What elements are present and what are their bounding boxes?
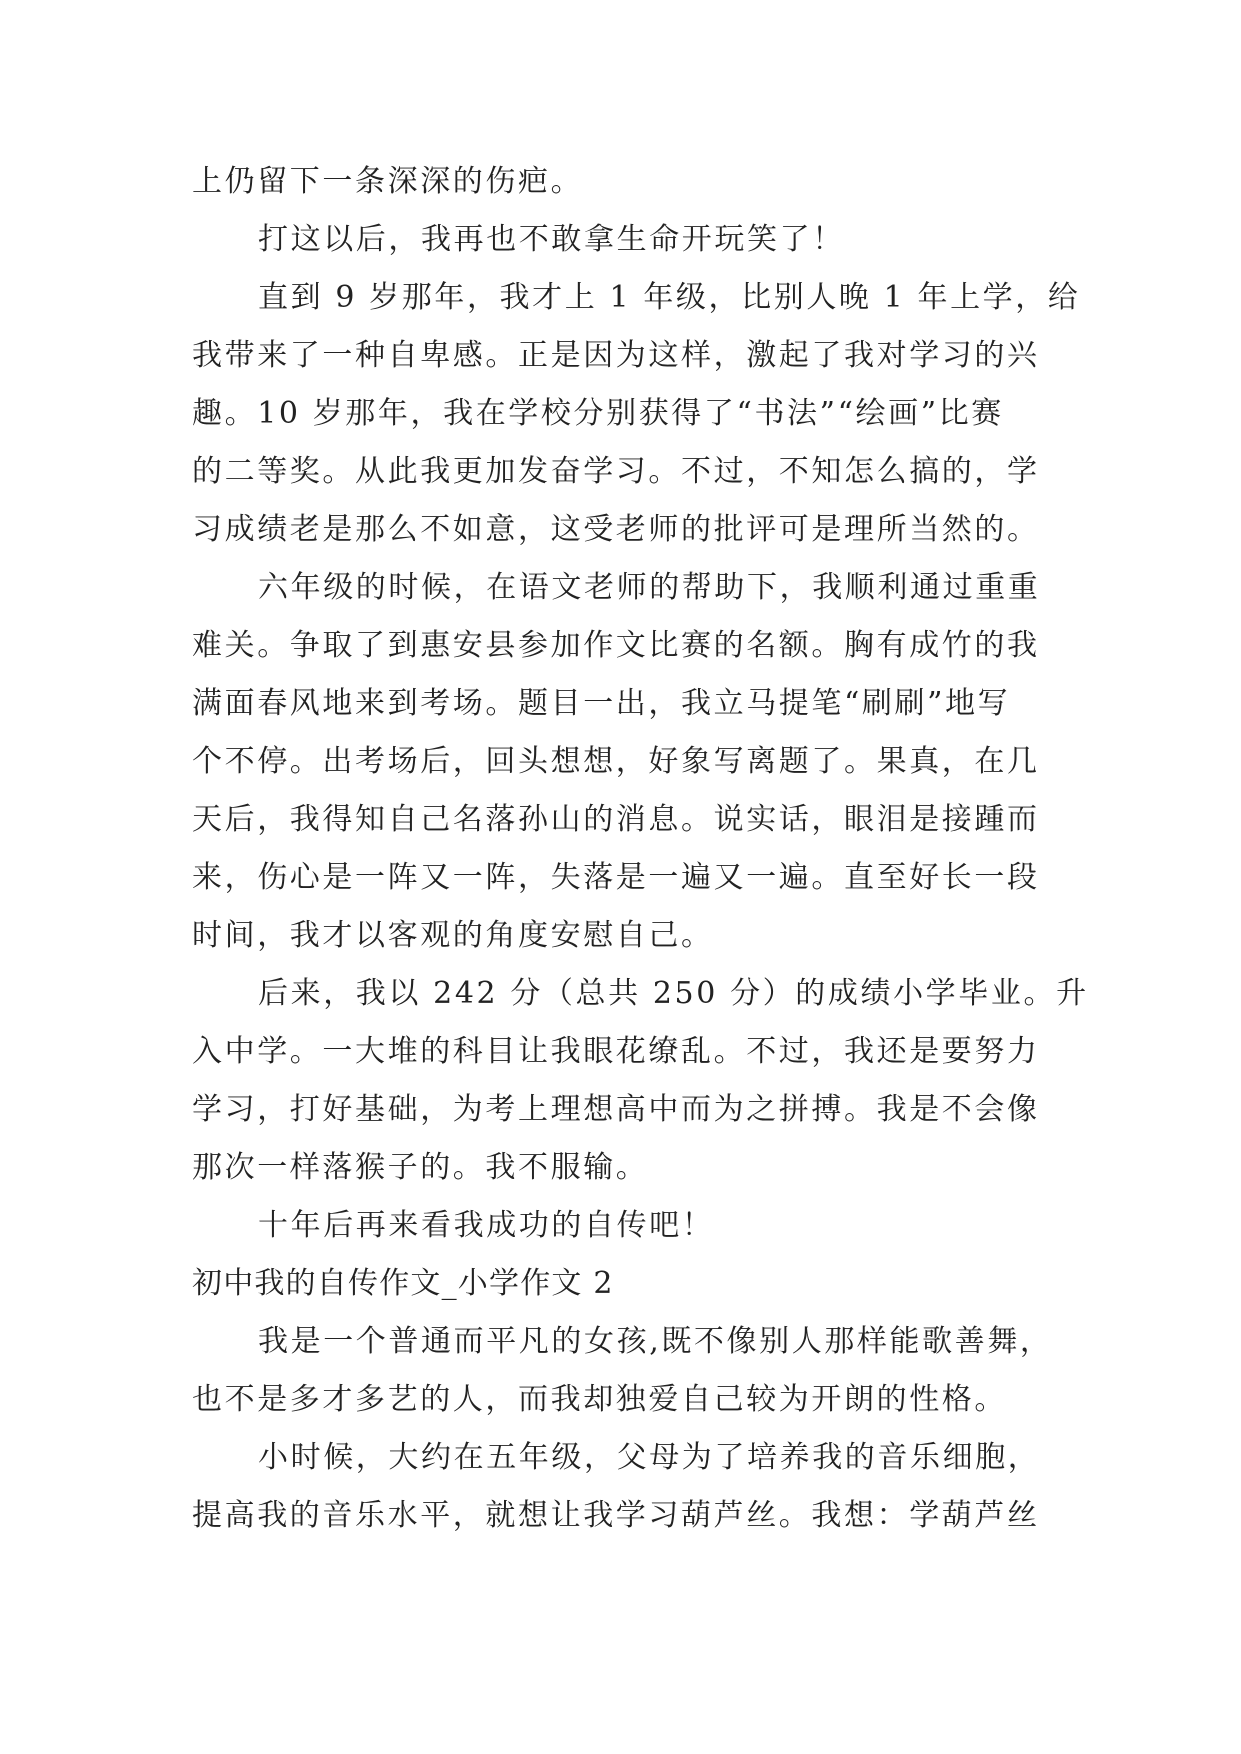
text-line: 个不停。出考场后，回头想想，好象写离题了。果真，在几 bbox=[192, 744, 1040, 779]
text-line: 那次一样落猴子的。我不服输。 bbox=[192, 1150, 649, 1185]
text-line: 我是一个普通而平凡的女孩,既不像别人那样能歌善舞， bbox=[258, 1324, 1053, 1359]
text-line: 后来，我以 242 分（总共 250 分）的成绩小学毕业。升 bbox=[258, 976, 1089, 1011]
text-line: 打这以后，我再也不敢拿生命开玩笑了！ bbox=[258, 222, 845, 257]
text-line: 提高我的音乐水平，就想让我学习葫芦丝。我想：学葫芦丝 bbox=[192, 1498, 1040, 1533]
text-line: 上仍留下一条深深的伤疤。 bbox=[192, 164, 584, 199]
text-line: 也不是多才多艺的人，而我却独爱自己较为开朗的性格。 bbox=[192, 1382, 1007, 1417]
text-line: 学习，打好基础，为考上理想高中而为之拼搏。我是不会像 bbox=[192, 1092, 1040, 1127]
text-line: 的二等奖。从此我更加发奋学习。不过，不知怎么搞的，学 bbox=[192, 454, 1040, 489]
text-line: 习成绩老是那么不如意，这受老师的批评可是理所当然的。 bbox=[192, 512, 1040, 547]
text-line: 趣。10 岁那年，我在学校分别获得了“书法”“绘画”比赛 bbox=[192, 396, 1004, 431]
text-line: 时间，我才以客观的角度安慰自己。 bbox=[192, 918, 714, 953]
text-line: 我带来了一种自卑感。正是因为这样，激起了我对学习的兴 bbox=[192, 338, 1040, 373]
text-line: 直到 9 岁那年，我才上 1 年级，比别人晚 1 年上学，给 bbox=[258, 280, 1081, 315]
text-line: 难关。争取了到惠安县参加作文比赛的名额。胸有成竹的我 bbox=[192, 628, 1040, 663]
text-line: 小时候，大约在五年级，父母为了培养我的音乐细胞， bbox=[258, 1440, 1041, 1475]
text-line: 入中学。一大堆的科目让我眼花缭乱。不过，我还是要努力 bbox=[192, 1034, 1040, 1069]
section-heading: 初中我的自传作文_小学作文 2 bbox=[192, 1266, 614, 1301]
text-line: 满面春风地来到考场。题目一出，我立马提笔“刷刷”地写 bbox=[192, 686, 1011, 721]
text-line: 天后，我得知自己名落孙山的消息。说实话，眼泪是接踵而 bbox=[192, 802, 1040, 837]
text-line: 来，伤心是一阵又一阵，失落是一遍又一遍。直至好长一段 bbox=[192, 860, 1040, 895]
text-line: 十年后再来看我成功的自传吧！ bbox=[258, 1208, 715, 1243]
text-line: 六年级的时候，在语文老师的帮助下，我顺利通过重重 bbox=[258, 570, 1041, 605]
